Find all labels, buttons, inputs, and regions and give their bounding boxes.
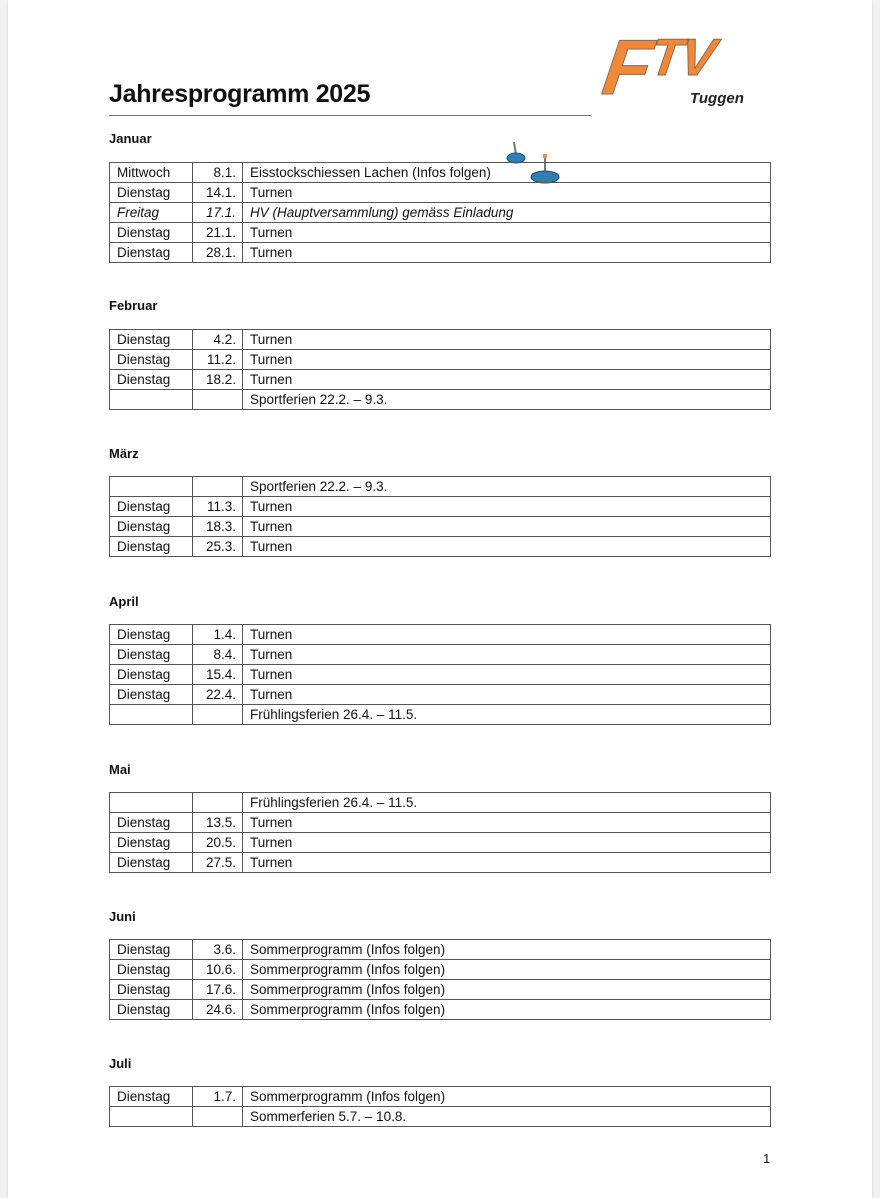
event-cell: Turnen	[243, 243, 771, 263]
day-cell: Mittwoch	[110, 163, 193, 183]
day-cell: Dienstag	[110, 625, 193, 645]
date-cell: 11.2.	[193, 350, 243, 370]
day-cell	[110, 477, 193, 497]
month-table	[109, 329, 771, 410]
month-table	[109, 476, 771, 557]
date-cell: 22.4.	[193, 685, 243, 705]
date-cell	[193, 793, 243, 813]
event-cell: Sommerferien 5.7. – 10.8.	[243, 1107, 771, 1127]
event-cell: Sportferien 22.2. – 9.3.	[243, 390, 771, 410]
table-row	[110, 163, 771, 183]
day-cell: Dienstag	[110, 940, 193, 960]
date-cell: 17.1.	[193, 203, 243, 223]
day-cell: Dienstag	[110, 645, 193, 665]
event-cell: Turnen	[243, 350, 771, 370]
date-cell: 21.1.	[193, 223, 243, 243]
logo-f: F	[597, 23, 656, 111]
date-cell: 8.1.	[193, 163, 243, 183]
day-cell: Dienstag	[110, 223, 193, 243]
logo-tv: TV	[646, 29, 718, 87]
logo-place: Tuggen	[690, 90, 744, 107]
table-row	[110, 183, 771, 203]
event-cell: Sommerprogramm (Infos folgen)	[243, 940, 771, 960]
event-cell: Turnen	[243, 645, 771, 665]
month-table	[109, 624, 771, 725]
day-cell: Dienstag	[110, 665, 193, 685]
day-cell: Dienstag	[110, 813, 193, 833]
event-cell: HV (Hauptversammlung) gemäss Einladung	[243, 203, 771, 223]
date-cell: 28.1.	[193, 243, 243, 263]
month-heading: Juni	[109, 909, 136, 924]
table-row	[110, 940, 771, 960]
date-cell: 25.3.	[193, 537, 243, 557]
event-cell: Turnen	[243, 537, 771, 557]
table-row	[110, 793, 771, 813]
event-cell: Turnen	[243, 685, 771, 705]
day-cell: Dienstag	[110, 183, 193, 203]
event-cell: Turnen	[243, 223, 771, 243]
event-cell: Sommerprogramm (Infos folgen)	[243, 960, 771, 980]
month-table	[109, 1086, 771, 1127]
event-cell: Eisstockschiessen Lachen (Infos folgen)	[243, 163, 771, 183]
date-cell	[193, 1107, 243, 1127]
date-cell: 27.5.	[193, 853, 243, 873]
date-cell: 3.6.	[193, 940, 243, 960]
day-cell	[110, 1107, 193, 1127]
month-heading: April	[109, 594, 139, 609]
event-cell: Turnen	[243, 853, 771, 873]
table-row	[110, 685, 771, 705]
month-table	[109, 792, 771, 873]
day-cell: Dienstag	[110, 685, 193, 705]
table-row	[110, 497, 771, 517]
date-cell: 14.1.	[193, 183, 243, 203]
month-table	[109, 939, 771, 1020]
day-cell: Dienstag	[110, 517, 193, 537]
table-row	[110, 665, 771, 685]
table-row	[110, 645, 771, 665]
month-heading: Januar	[109, 131, 152, 146]
day-cell: Dienstag	[110, 1087, 193, 1107]
event-cell: Turnen	[243, 183, 771, 203]
table-row	[110, 1087, 771, 1107]
date-cell: 11.3.	[193, 497, 243, 517]
day-cell: Dienstag	[110, 537, 193, 557]
date-cell: 17.6.	[193, 980, 243, 1000]
event-cell: Turnen	[243, 625, 771, 645]
date-cell: 18.3.	[193, 517, 243, 537]
day-cell: Dienstag	[110, 330, 193, 350]
day-cell: Dienstag	[110, 243, 193, 263]
month-heading: Mai	[109, 762, 131, 777]
table-row	[110, 370, 771, 390]
day-cell	[110, 705, 193, 725]
event-cell: Turnen	[243, 833, 771, 853]
table-row	[110, 243, 771, 263]
table-row	[110, 1000, 771, 1020]
table-row	[110, 477, 771, 497]
day-cell: Dienstag	[110, 980, 193, 1000]
event-cell: Turnen	[243, 813, 771, 833]
table-row	[110, 705, 771, 725]
day-cell: Dienstag	[110, 497, 193, 517]
date-cell: 18.2.	[193, 370, 243, 390]
date-cell: 24.6.	[193, 1000, 243, 1020]
day-cell: Dienstag	[110, 1000, 193, 1020]
date-cell: 20.5.	[193, 833, 243, 853]
table-row	[110, 330, 771, 350]
page-title: Jahresprogramm 2025	[109, 80, 371, 108]
month-heading: März	[109, 446, 139, 461]
day-cell	[110, 390, 193, 410]
title-divider	[109, 115, 591, 116]
table-row	[110, 517, 771, 537]
date-cell: 15.4.	[193, 665, 243, 685]
day-cell: Freitag	[110, 203, 193, 223]
day-cell: Dienstag	[110, 370, 193, 390]
event-cell: Sommerprogramm (Infos folgen)	[243, 980, 771, 1000]
table-row	[110, 853, 771, 873]
month-heading: Februar	[109, 298, 158, 313]
table-row	[110, 223, 771, 243]
table-row	[110, 625, 771, 645]
date-cell: 1.7.	[193, 1087, 243, 1107]
day-cell	[110, 793, 193, 813]
day-cell: Dienstag	[110, 960, 193, 980]
event-cell: Sportferien 22.2. – 9.3.	[243, 477, 771, 497]
table-row	[110, 980, 771, 1000]
event-cell: Turnen	[243, 497, 771, 517]
event-cell: Turnen	[243, 370, 771, 390]
month-heading: Juli	[109, 1056, 132, 1071]
table-row	[110, 813, 771, 833]
date-cell	[193, 390, 243, 410]
event-cell: Turnen	[243, 665, 771, 685]
event-cell: Sommerprogramm (Infos folgen)	[243, 1000, 771, 1020]
page-number: 1	[763, 1151, 771, 1166]
date-cell: 4.2.	[193, 330, 243, 350]
table-row	[110, 960, 771, 980]
table-row	[110, 833, 771, 853]
event-cell: Turnen	[243, 330, 771, 350]
date-cell: 10.6.	[193, 960, 243, 980]
date-cell: 1.4.	[193, 625, 243, 645]
table-row	[110, 390, 771, 410]
ftv-logo	[597, 23, 784, 112]
date-cell: 8.4.	[193, 645, 243, 665]
day-cell: Dienstag	[110, 853, 193, 873]
event-cell: Turnen	[243, 517, 771, 537]
month-table	[109, 162, 771, 263]
date-cell	[193, 705, 243, 725]
date-cell	[193, 477, 243, 497]
table-row	[110, 537, 771, 557]
event-cell: Sommerprogramm (Infos folgen)	[243, 1087, 771, 1107]
table-row	[110, 1107, 771, 1127]
table-row	[110, 203, 771, 223]
date-cell: 13.5.	[193, 813, 243, 833]
day-cell: Dienstag	[110, 833, 193, 853]
event-cell: Frühlingsferien 26.4. – 11.5.	[243, 793, 771, 813]
table-row	[110, 350, 771, 370]
event-cell: Frühlingsferien 26.4. – 11.5.	[243, 705, 771, 725]
document-page	[8, 0, 872, 1198]
day-cell: Dienstag	[110, 350, 193, 370]
